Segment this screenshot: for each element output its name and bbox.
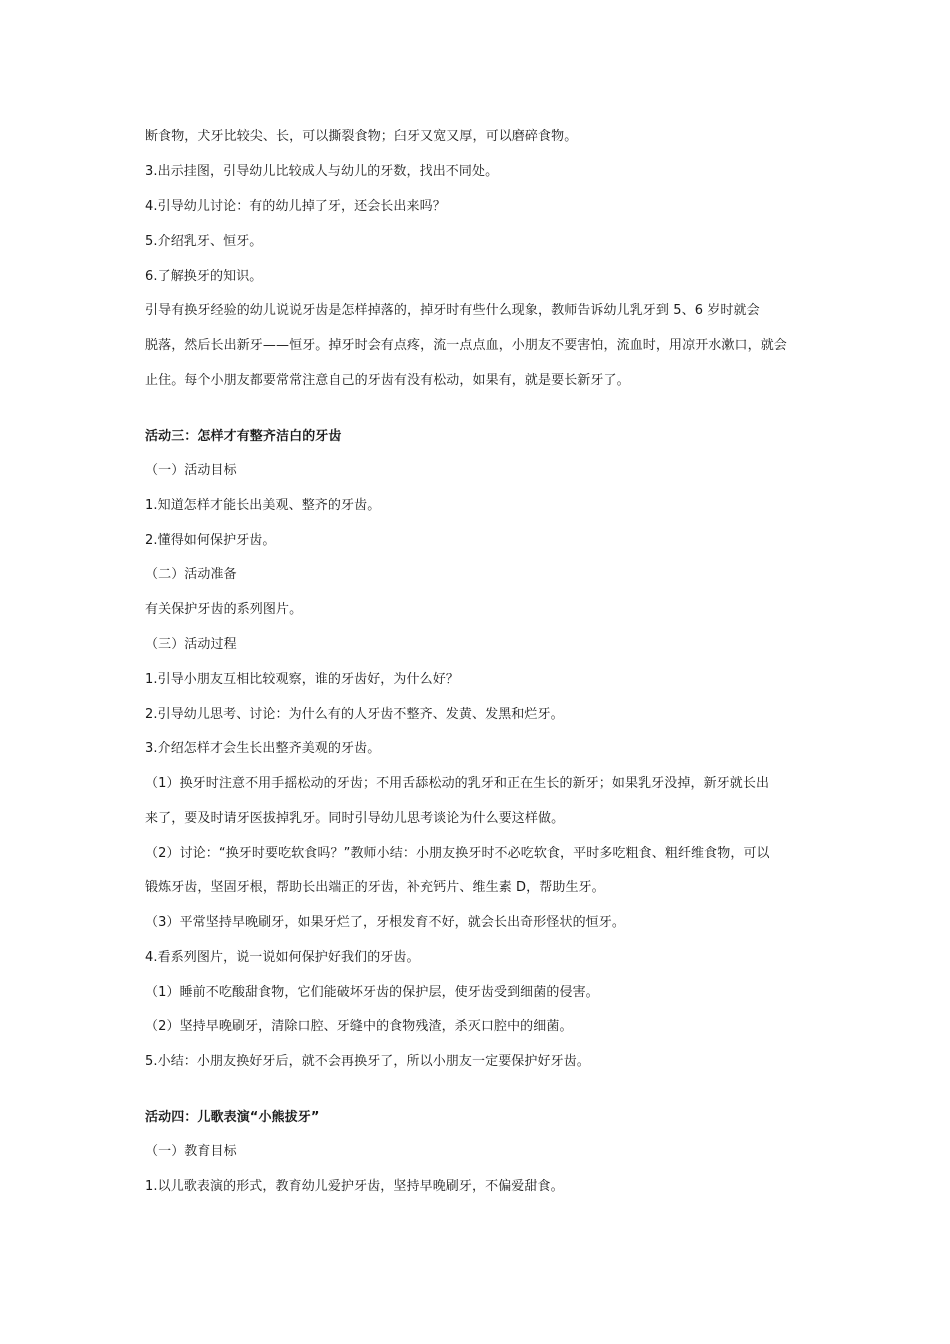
section-heading: 活动四：儿歌表演“小熊拔牙” xyxy=(145,1110,320,1125)
paragraph-line: 锻炼牙齿，坚固牙根，帮助长出端正的牙齿，补充钙片、维生素 D，帮助生牙。 xyxy=(145,880,605,895)
list-item: 5.介绍乳牙、恒牙。 xyxy=(145,234,263,249)
list-item: 4.看系列图片，说一说如何保护好我们的牙齿。 xyxy=(145,950,420,965)
list-item: 6.了解换牙的知识。 xyxy=(145,269,263,284)
list-item: 3.出示挂图，引导幼儿比较成人与幼儿的牙数，找出不同处。 xyxy=(145,164,499,179)
paragraph-line: （2）坚持早晚刷牙，清除口腔、牙缝中的食物残渣，杀灭口腔中的细菌。 xyxy=(145,1019,573,1034)
paragraph-line: （1）睡前不吃酸甜食物，它们能破坏牙齿的保护层，使牙齿受到细菌的侵害。 xyxy=(145,985,599,1000)
paragraph-line: 来了，要及时请牙医拔掉乳牙。同时引导幼儿思考谈论为什么要这样做。 xyxy=(145,811,565,826)
list-item: 1.知道怎样才能长出美观、整齐的牙齿。 xyxy=(145,498,381,513)
paragraph-line: 引导有换牙经验的幼儿说说牙齿是怎样掉落的，掉牙时有些什么现象，教师告诉幼儿乳牙到 5、6 岁时就会 xyxy=(145,303,760,318)
list-item: 3.介绍怎样才会生长出整齐美观的牙齿。 xyxy=(145,741,381,756)
paragraph-line: 止住。每个小朋友都要常常注意自己的牙齿有没有松动，如果有，就是要长新牙了。 xyxy=(145,373,630,388)
list-item: 2.引导幼儿思考、讨论：为什么有的人牙齿不整齐、发黄、发黑和烂牙。 xyxy=(145,707,564,722)
paragraph-line: （1）换牙时注意不用手摇松动的牙齿；不用舌舔松动的乳牙和正在生长的新牙；如果乳牙没掉，新牙就长出 xyxy=(145,776,770,791)
list-item: 1.引导小朋友互相比较观察，谁的牙齿好，为什么好？ xyxy=(145,672,459,687)
paragraph-line: （2）讨论：“换牙时要吃软食吗？”教师小结：小朋友换牙时不必吃软食，平时多吃粗食、粗纤维食物，可以 xyxy=(145,846,770,861)
section-heading: 活动三：怎样才有整齐洁白的牙齿 xyxy=(145,429,342,444)
list-item: 2.懂得如何保护牙齿。 xyxy=(145,533,276,548)
subsection-heading: （二）活动准备 xyxy=(145,567,237,582)
subsection-heading: （一）教育目标 xyxy=(145,1144,237,1159)
subsection-heading: （一）活动目标 xyxy=(145,463,237,478)
paragraph-line: （3）平常坚持早晚刷牙，如果牙烂了，牙根发育不好，就会长出奇形怪状的恒牙。 xyxy=(145,915,625,930)
subsection-heading: （三）活动过程 xyxy=(145,637,237,652)
paragraph-line: 有关保护牙齿的系列图片。 xyxy=(145,602,303,617)
list-item: 5.小结：小朋友换好牙后，就不会再换牙了，所以小朋友一定要保护好牙齿。 xyxy=(145,1054,590,1069)
list-item: 1.以儿歌表演的形式，教育幼儿爱护牙齿，坚持早晚刷牙，不偏爱甜食。 xyxy=(145,1179,564,1194)
paragraph-line: 断食物，犬牙比较尖、长，可以撕裂食物；臼牙又宽又厚，可以磨碎食物。 xyxy=(145,129,578,144)
paragraph-line: 脱落，然后长出新牙——恒牙。掉牙时会有点疼，流一点点血，小朋友不要害怕，流血时，用凉开水漱口，就会 xyxy=(145,338,787,353)
list-item: 4.引导幼儿讨论：有的幼儿掉了牙，还会长出来吗？ xyxy=(145,199,446,214)
